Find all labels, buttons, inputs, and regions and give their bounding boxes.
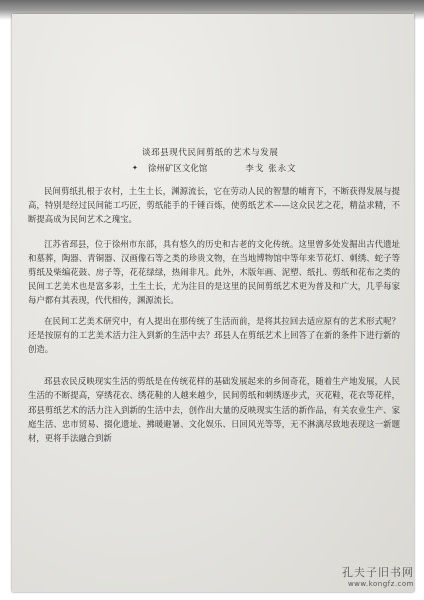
- document-body: [28, 184, 400, 449]
- byline: [132, 162, 402, 174]
- paragraph-1: 民间剪纸扎根于农村，土生土长，渊源流长，它在劳动人民的智慧的哺育下，不断获得发展与提高，特别是经过民间能工巧匠，剪纸能手的千锤百炼，使剪纸艺术——这众民艺之花，精益求精，不断提高成为民间艺术之瑰宝。: [28, 186, 400, 225]
- paragraph-3: 在民间工艺美术研究中，有人提出在那传统了生活而前，是将其拉回去适应原有的艺术形式呢？还是按原有的工艺美术活力注入到新的生活中去？邳县人在剪纸艺术上回答了在新的条件下进行新的创造。: [28, 315, 400, 355]
- document-page: [12, 14, 414, 592]
- paragraph-2: 江苏省邳县，位于徐州市东部，具有悠久的历史和古老的文化传统。这里曾多处发掘出古代遗址和墓葬，陶器、青铜器、汉画像石等之类的珍贵文物，在当地博物馆中等年来节花灯、刺绣、蛇子等剪纸及柴编花鼓、房子等，花花绿绿，热闹非凡。此外，木版年画、泥塑、纸扎、剪纸和花布之类的民间工艺美术也是富多彩，土生土长，尤为注目的是这里的民间剪纸艺术更为普及和广大，几乎每家每户都有其表现，代代相传，渊源流长。: [28, 238, 400, 306]
- paragraph-4: 邳县农民反映现实生活的剪纸是在传统花样的基础发展起来的乡间奇花，随着生产地发展，人民生活的不断提高，穿绣花衣、绣花鞋的人越来越少，民间剪纸和刺绣逐步式，灭花鞋，花衣等花样，邳县剪纸艺术的活力注入到新的生活中去，创作出大量的反映现实生活的新作品，有关农业生产、家庭生活、忠市贸易、掇化遗址、拂暖避暑、文化娱乐、日回风光等等，无不淋漓尽致地表现这一新题材，更将手法融合到新: [28, 376, 400, 444]
- watermark-logo-text: 孔夫子旧书网: [342, 566, 414, 579]
- watermark-url: www.kongfz.com: [347, 580, 414, 588]
- watermark: [342, 564, 414, 588]
- byline-organization: 徐州矿区文化馆: [147, 164, 208, 174]
- document-title: 谈邳县现代民间剪纸的艺术与发展: [142, 148, 279, 158]
- byline-authors: 李戈 张永文: [245, 164, 297, 174]
- star-icon: ✦: [132, 164, 138, 172]
